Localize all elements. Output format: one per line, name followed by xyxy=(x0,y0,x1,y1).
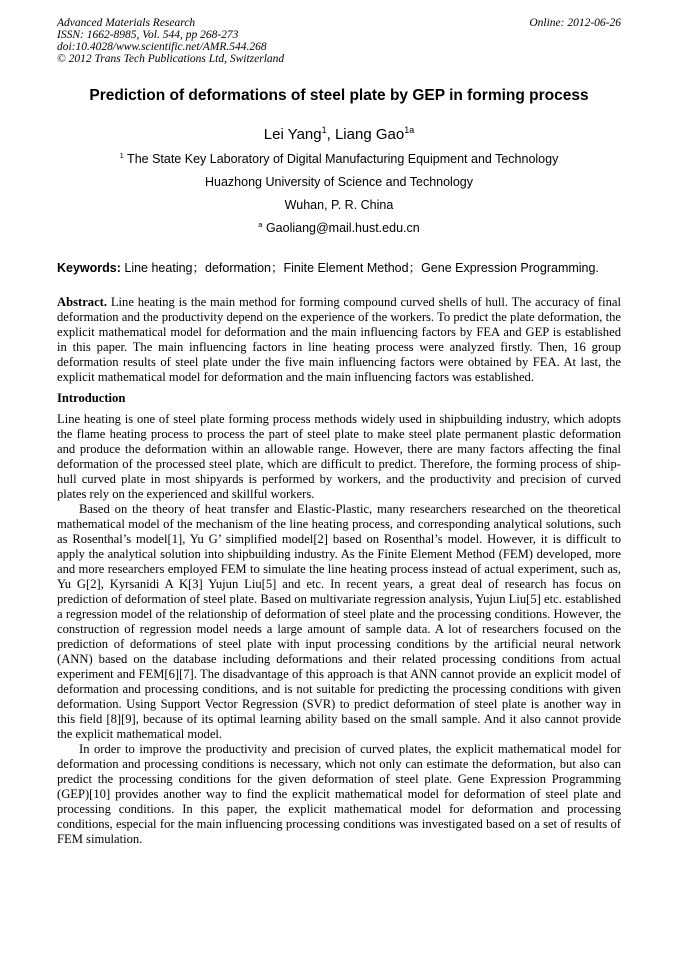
keywords-label: Keywords: xyxy=(57,261,121,275)
affiliation-line-2: Huazhong University of Science and Technology xyxy=(205,175,473,189)
affiliation-text-1: The State Key Laboratory of Digital Manufacturing Equipment and Technology xyxy=(123,152,559,166)
affiliation-line-1 xyxy=(57,152,621,166)
introduction-paragraph-2: Based on the theory of heat transfer and Elastic-Plastic, many researchers researched on the theoretical mathematical model of the mechanism of the line heating process, and corresponding analytical solutions, such as Rosenthal’s model[1], Yu G’ simplified model[2] based on Rosenthal’s model. However, it is difficult to apply the analytical solution into shipbuilding industry. As the Finite Element Method (FEM) developed, more and more researchers employed FEM to simulate the line heating process instead of actual experiment, such as, Yu G[2], Kyrsanidi A K[3] Yujun Liu[5] and etc. In recent years, a great deal of research has focus on prediction of deformation of steel plate. Based on multivariate regression analysis, Yujun Liu[5] etc. established a regression model of the relationship of deformation of steel plate and the processing conditions. However, the construction of regression model needs a large amount of sample data. A lot of researchers focused on the prediction of deformations of steel plate with input processing conditions by the artificial neural network (ANN) based on the database including deformations and their related processing conditions from actual experiment and FEM[6][7]. The disadvantage of this approach is that ANN cannot provide an explicit model of deformation and processing conditions, and is not suitable for predicting the processing conditions with given deformation. Using Support Vector Regression (SVR) to predict deformation of steel plate is another way in this field [8][9], because of its optimal learning ability based on the small sample. And it also cannot provide the explicit mathematical model. xyxy=(57,502,621,741)
abstract-paragraph xyxy=(57,295,621,385)
abstract-label: Abstract. xyxy=(57,295,108,309)
issn-line: ISSN: 1662-8985, Vol. 544, pp 268-273 xyxy=(57,29,239,41)
journal-name: Advanced Materials Research xyxy=(57,17,196,29)
doi-line: doi:10.4028/www.scientific.net/AMR.544.268 xyxy=(57,41,267,53)
author-separator: , xyxy=(326,126,335,143)
journal-header xyxy=(57,17,621,65)
email-superscript: a xyxy=(258,219,263,229)
introduction-paragraph-1: Line heating is one of steel plate forming process methods widely used in shipbuilding industry, which adopts the flame heating process to process the part of steel plate to make steel plate permanent plastic deformation and produce the deformation within an allowable range. However, there are many factors affecting the final deformation of the processed steel plate, which are difficult to predict. Therefore, the forming process of ship-hull curved plate in most shipyards is performed by workers, and the productivity and precision of curved plates rely on the experienced and skillful workers. xyxy=(57,412,621,501)
author-1-superscript: 1 xyxy=(321,125,327,135)
author-2-superscript: 1a xyxy=(404,125,415,135)
affiliation-superscript: 1 xyxy=(119,150,124,160)
keywords-line xyxy=(57,261,621,276)
introduction-paragraph-3: In order to improve the productivity and precision of curved plates, the explicit mathematical model for deformation and processing conditions is necessary, which not only can estimate the deformation, but also can predict the processing conditions for the given deformation of steel plate. Gene Expression Programming (GEP)[10] provides another way to find the explicit mathematical model for deformation of steel plate and processing conditions. In this paper, the explicit mathematical model for deformation and processing conditions, especial for the main influencing processing conditions was investigated based on a set of results of FEM simulation. xyxy=(57,742,621,846)
online-date: Online: 2012-06-26 xyxy=(529,17,621,29)
keywords-text: Line heating；deformation；Finite Element Method；Gene Expression Programming. xyxy=(120,261,599,275)
author-email: Gaoliang@mail.hust.edu.cn xyxy=(262,221,420,235)
author-1-name: Lei Yang xyxy=(263,126,322,143)
paper-title: Prediction of deformations of steel plate by GEP in forming process xyxy=(89,87,589,104)
abstract-text: Line heating is the main method for forming compound curved shells of hull. The accuracy of final deformation and the productivity depend on the experience of the workers. To predict the plate deformation, the explicit mathematical model for deformation and the main influencing factors by FEA and GEP is established in this paper. The main influencing factors in line heating process were analyzed firstly. Then, 16 group deformation results of steel plate under the five main influencing factors were obtained by FEA. At last, the explicit mathematical model for deformation and the main influencing factors was established. xyxy=(57,295,621,384)
author-2-name: Liang Gao xyxy=(334,126,405,143)
authors-line xyxy=(57,126,621,143)
introduction-heading: Introduction xyxy=(57,391,126,405)
copyright-line: © 2012 Trans Tech Publications Ltd, Switzerland xyxy=(57,53,285,65)
author-email-line xyxy=(57,221,621,235)
affiliation-line-3: Wuhan, P. R. China xyxy=(284,198,394,212)
